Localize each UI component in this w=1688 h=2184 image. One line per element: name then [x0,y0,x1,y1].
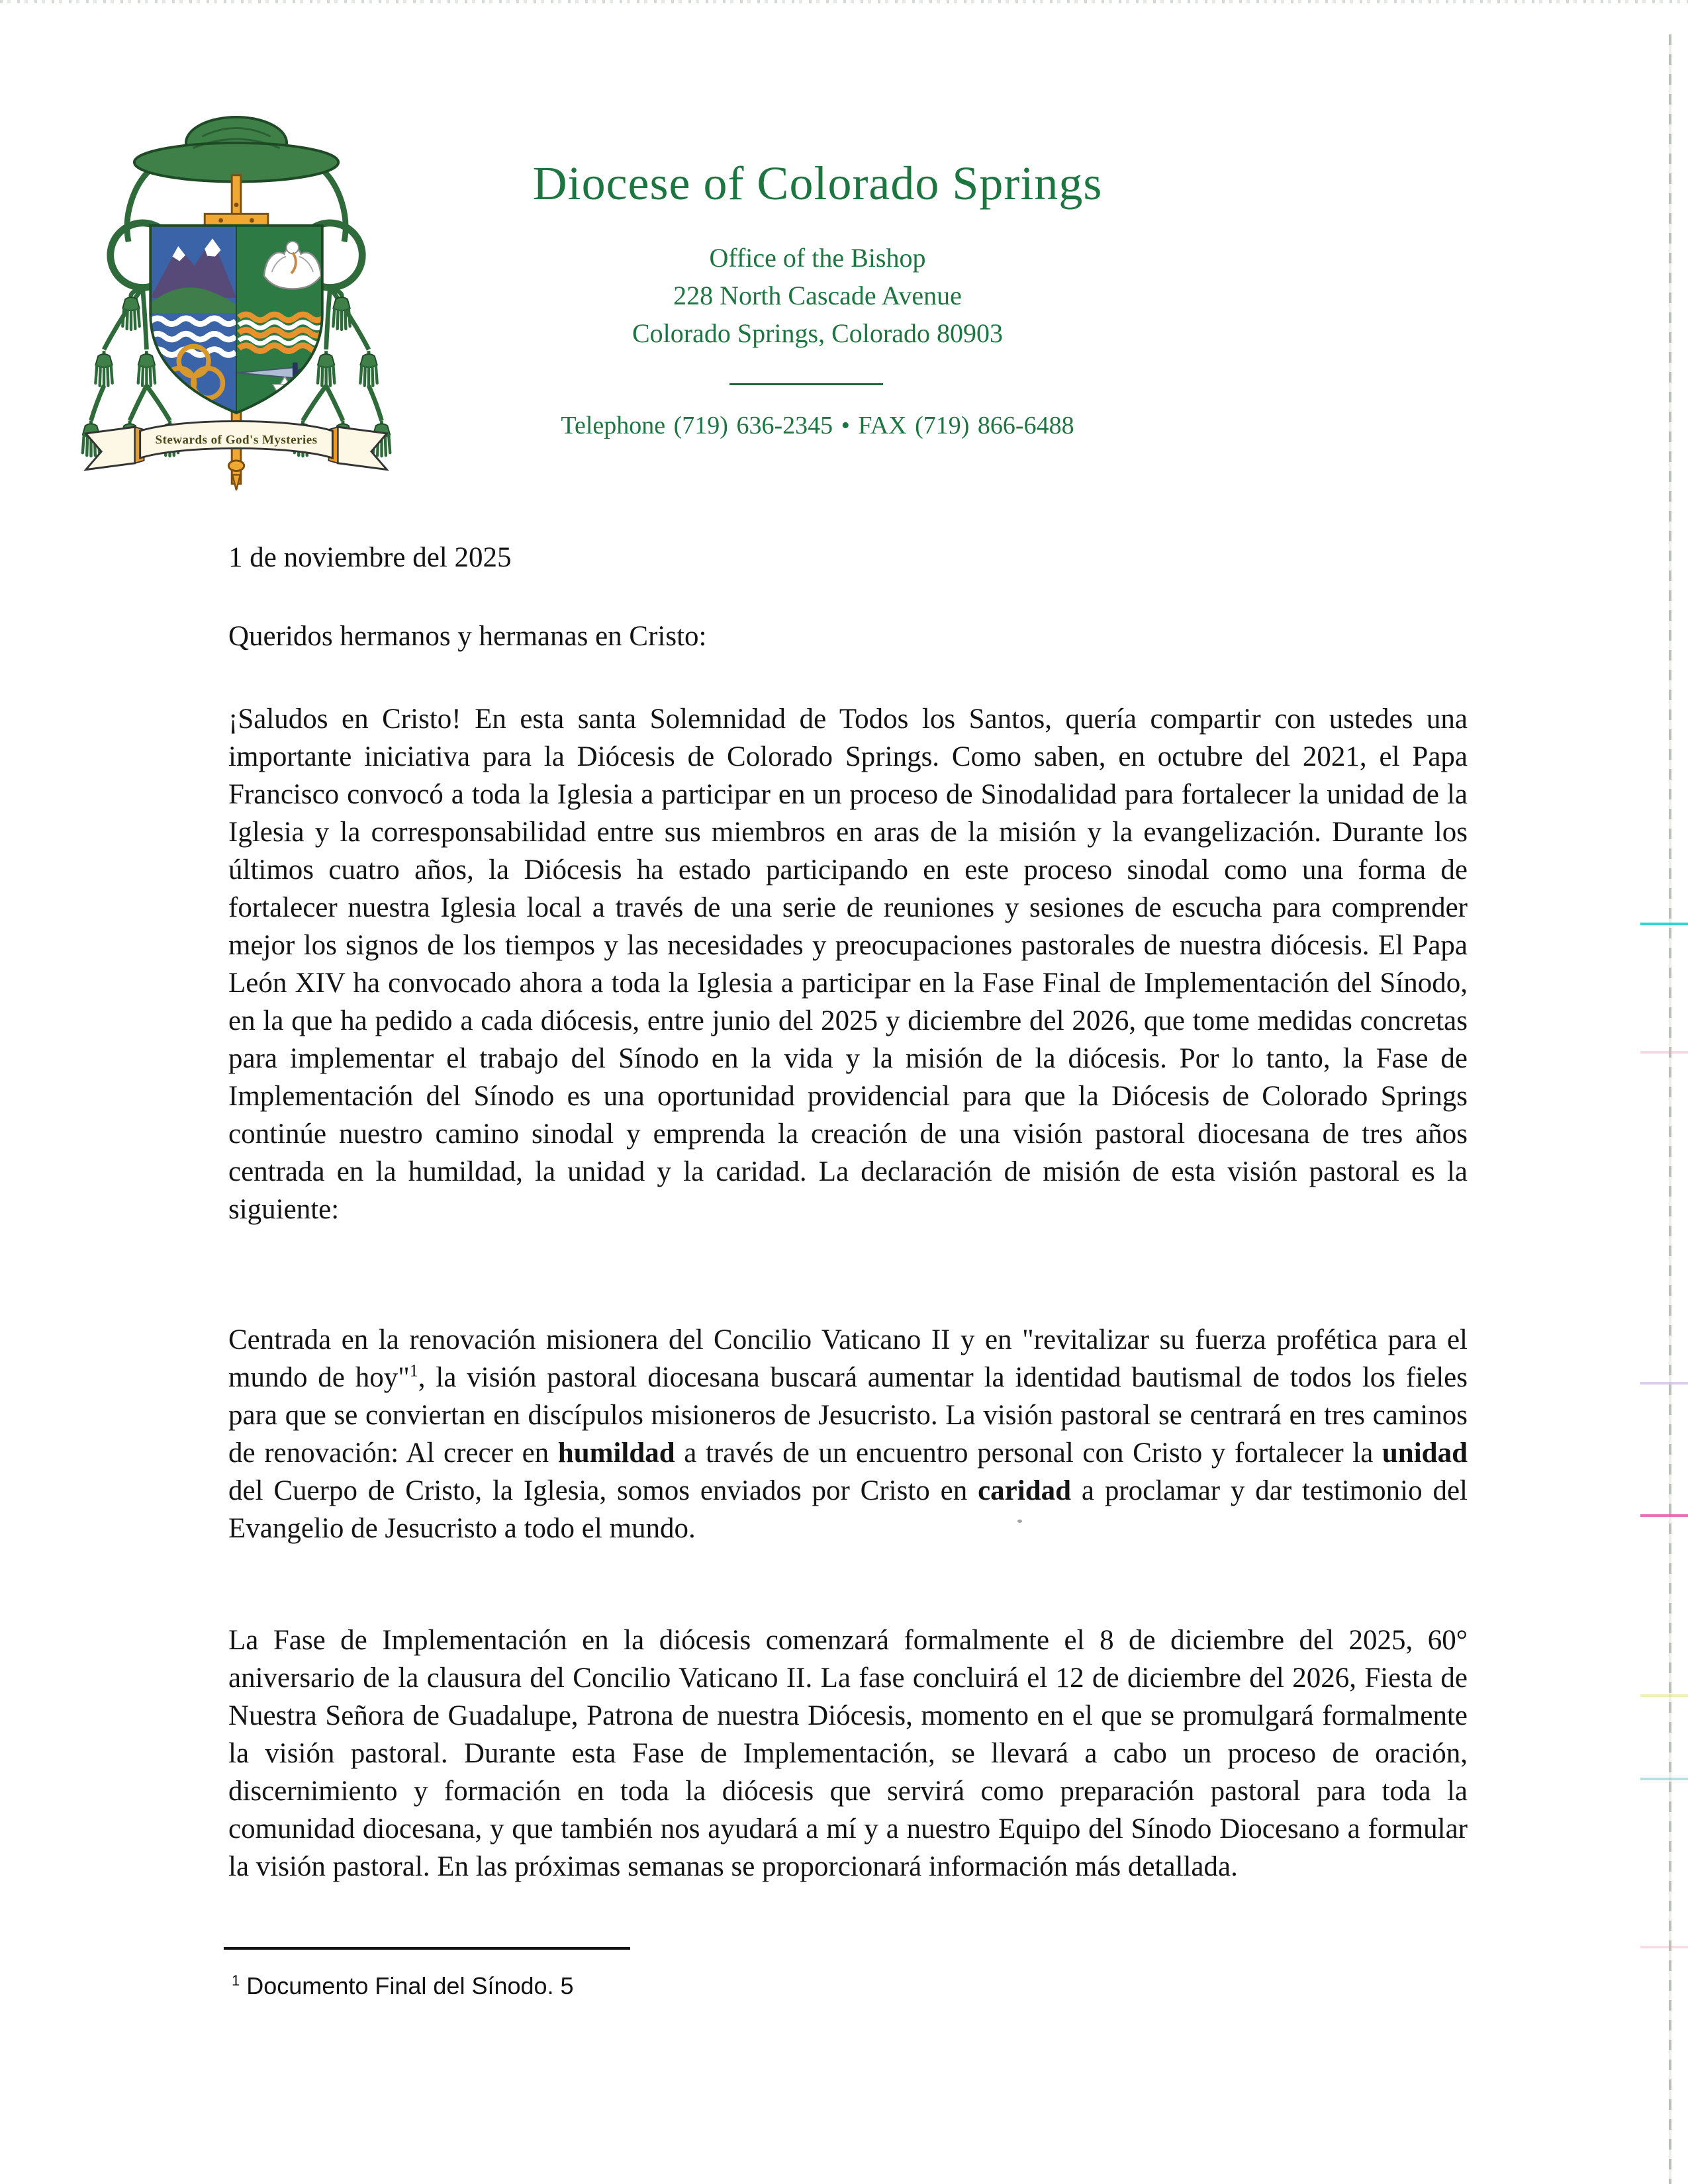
scan-tick-violet [1640,1382,1688,1385]
office-line: Office of the Bishop [709,243,926,273]
scan-tick-cyan [1640,923,1688,925]
scan-artifact-top-edge [0,0,1688,3]
paragraph-mission-statement [228,1321,1468,1547]
crest-motto: Stewards of God's Mysteries [155,433,318,447]
bold-caridad: caridad [978,1475,1072,1506]
paragraph-synod-intro: ¡Saludos en Cristo! En esta santa Solemnidad de Todos los Santos, quería compartir con ustedes una importante iniciativa para la Diócesis de Colorado Springs. Como saben, en octubre del 2021, el Papa Francisco convocó a toda la Iglesia a participar en un proceso de Sinodalidad para fortalecer la unidad de la Iglesia y la corresponsabilidad entre sus miembros en aras de la misión y la evangelización. Durante los últimos cuatro años, la Diócesis ha estado participando en este proceso sinodal como una forma de fortalecer nuestra Iglesia local a través de una serie de reuniones y sesiones de escucha para comprender mejor los signos de los tiempos y las necesidades y preocupaciones pastorales de nuestra diócesis. El Papa León XIV ha convocado ahora a toda la Iglesia a participar en la Fase Final de Implementación del Sínodo, en la que ha pedido a cada diócesis, entre junio del 2025 y diciembre del 2026, que tome medidas concretas para implementar el trabajo del Sínodo en la vida y la misión de la diócesis. Por lo tanto, la Fase de Implementación del Sínodo es una oportunidad providencial para que la Diócesis de Colorado Springs continúe nuestro camino sinodal y emprenda la creación de una visión pastoral diocesana de tres años centrada en la humildad, la unidad y la caridad. La declaración de misión de esta visión pastoral es la siguiente: [228,704,1468,1225]
footnote [232,1972,574,2000]
address-line-1: 228 North Cascade Avenue [673,281,962,310]
scan-tick-yellow [1640,1694,1688,1697]
scan-tick-pink [1640,1051,1688,1054]
address-line-2: Colorado Springs, Colorado 80903 [632,318,1003,348]
scan-tick-rose [1640,1946,1688,1948]
mission-text-2: , la visión pastoral diocesana buscará aumentar la identidad bautismal de todos los fieles para que se conviertan en discípulos misioneros de Jesucristo. La visión pastoral se centrará en tres caminos de renovación: Al crecer en [228,1362,1468,1469]
mission-text-1: Centrada en la renovación misionera del Concilio Vaticano II y en "revitalizar su fuerza profética para el mundo de hoy" [228,1324,1468,1393]
shield-icon [150,226,324,414]
letterhead-divider [729,383,883,385]
scan-artifact-right-edge [1669,34,1671,2184]
paragraph-implementation-phase: La Fase de Implementación en la diócesis comenzará formalmente el 8 de diciembre del 2025, 60° aniversario de la clausura del Concilio Vaticano II. La fase concluirá el 12 de diciembre del 2026, Fiesta de Nuestra Señora de Guadalupe, Patrona de nuestra Diócesis, momento en el que se promulgará formalmente la visión pastoral. Durante esta Fase de Implementación, se llevará a cabo un proceso de oración, discernimiento y formación en toda la diócesis que servirá como preparación pastoral para toda la comunidad diocesana, y que también nos ayudará a mí y a nuestro Equipo del Sínodo Diocesano a formular la visión pastoral. En las próximas semanas se proporcionará información más detallada. [228,1625,1468,1882]
footnote-marker: 1 [232,1972,240,1989]
salutation: Queridos hermanos y hermanas en Cristo: [228,621,707,652]
scan-tick-teal [1640,1778,1688,1780]
contact-line: Telephone (719) 636-2345 • FAX (719) 866-6488 [561,412,1074,439]
footnote-divider [224,1947,630,1950]
mission-text-5: a proclamar y dar testimonio del Evangelio de Jesucristo a todo el mundo. [228,1475,1468,1544]
bold-unidad: unidad [1382,1437,1468,1469]
bold-humildad: humildad [557,1437,675,1469]
letter-date: 1 de noviembre del 2025 [228,542,512,573]
mission-text-4: del Cuerpo de Cristo, la Iglesia, somos enviados por Cristo en [228,1475,978,1506]
mission-text-3: a través de un encuentro personal con Cristo y fortalecer la [675,1437,1382,1469]
shield-left-half [150,226,236,414]
footnote-reference: 1 [409,1361,418,1381]
footnote-text: Documento Final del Sínodo. 5 [246,1972,574,1999]
diocese-crest-icon [78,106,396,495]
organization-name: Diocese of Colorado Springs [532,157,1103,210]
scan-tick-magenta [1640,1514,1688,1517]
galero-hat-icon [134,117,338,182]
shield-right-half [236,226,324,414]
